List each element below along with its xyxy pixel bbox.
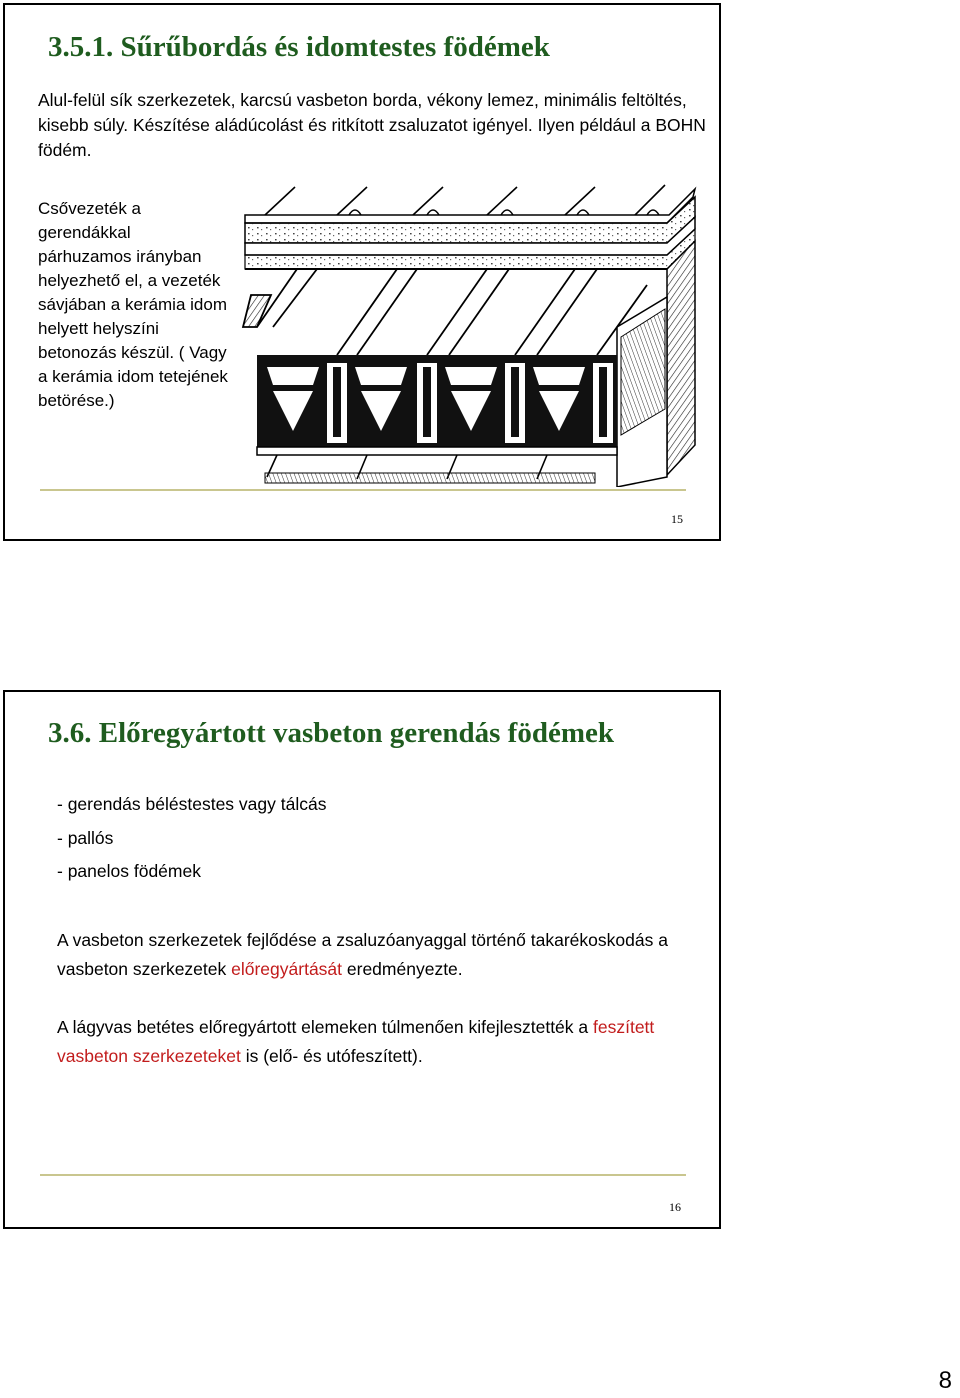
paragraph-text: A vasbeton szerkezetek fejlődése a zsaluzóanyaggal történő takarékoskodás a vasbeton szerkezetek (57, 930, 668, 979)
floor-type-list (57, 792, 326, 893)
highlighted-term: előregyártását (231, 959, 343, 979)
development-paragraph (57, 926, 707, 984)
ceramic-blocks-section (257, 355, 617, 483)
document-page-number: 8 (938, 1367, 952, 1394)
slide-16 (3, 690, 721, 1229)
slide-number: 16 (669, 1200, 681, 1214)
paragraph-text: eredményezte. (342, 959, 463, 979)
list-item: - pallós (57, 827, 114, 848)
slide-title: 3.6. Előregyártott vasbeton gerendás födémek (48, 717, 614, 749)
slide-number: 15 (671, 512, 683, 526)
footer-rule (40, 1174, 686, 1176)
intro-paragraph: Alul-felül sík szerkezetek, karcsú vasbeton borda, vékony lemez, minimális feltöltés, kisebb súly. Készítése aládúcolást és ritkított zsaluzatot igényel. Ilyen például a BOHN födém. (38, 90, 706, 160)
pipe-note: Csővezeték a gerendákkal párhuzamos irányban helyezhető el, a vezeték sávjában a kerámia idom helyett helyszíni betonozás készül. ( Vagy a kerámia idom tetejének betörése.) (38, 199, 228, 410)
paragraph-text: is (elő- és utófeszített). (240, 1046, 423, 1066)
prestressed-paragraph (57, 1013, 707, 1071)
list-item: - gerendás béléstestes vagy tálcás (57, 794, 327, 814)
bohn-floor-drawing (237, 177, 697, 487)
top-slab (245, 185, 695, 269)
slide-title: 3.5.1. Sűrűbordás és idomtestes födémek (48, 31, 550, 63)
footer-rule (40, 489, 686, 491)
highlighted-term: feszített vasbeton szerkezeteket (57, 1017, 655, 1066)
slide-15 (3, 3, 721, 541)
list-item: - panelos födémek (57, 861, 201, 881)
paragraph-text: A lágyvas betétes előregyártott elemeken túlmenően kifejlesztették a (57, 1017, 593, 1037)
beam-lines (243, 269, 647, 355)
